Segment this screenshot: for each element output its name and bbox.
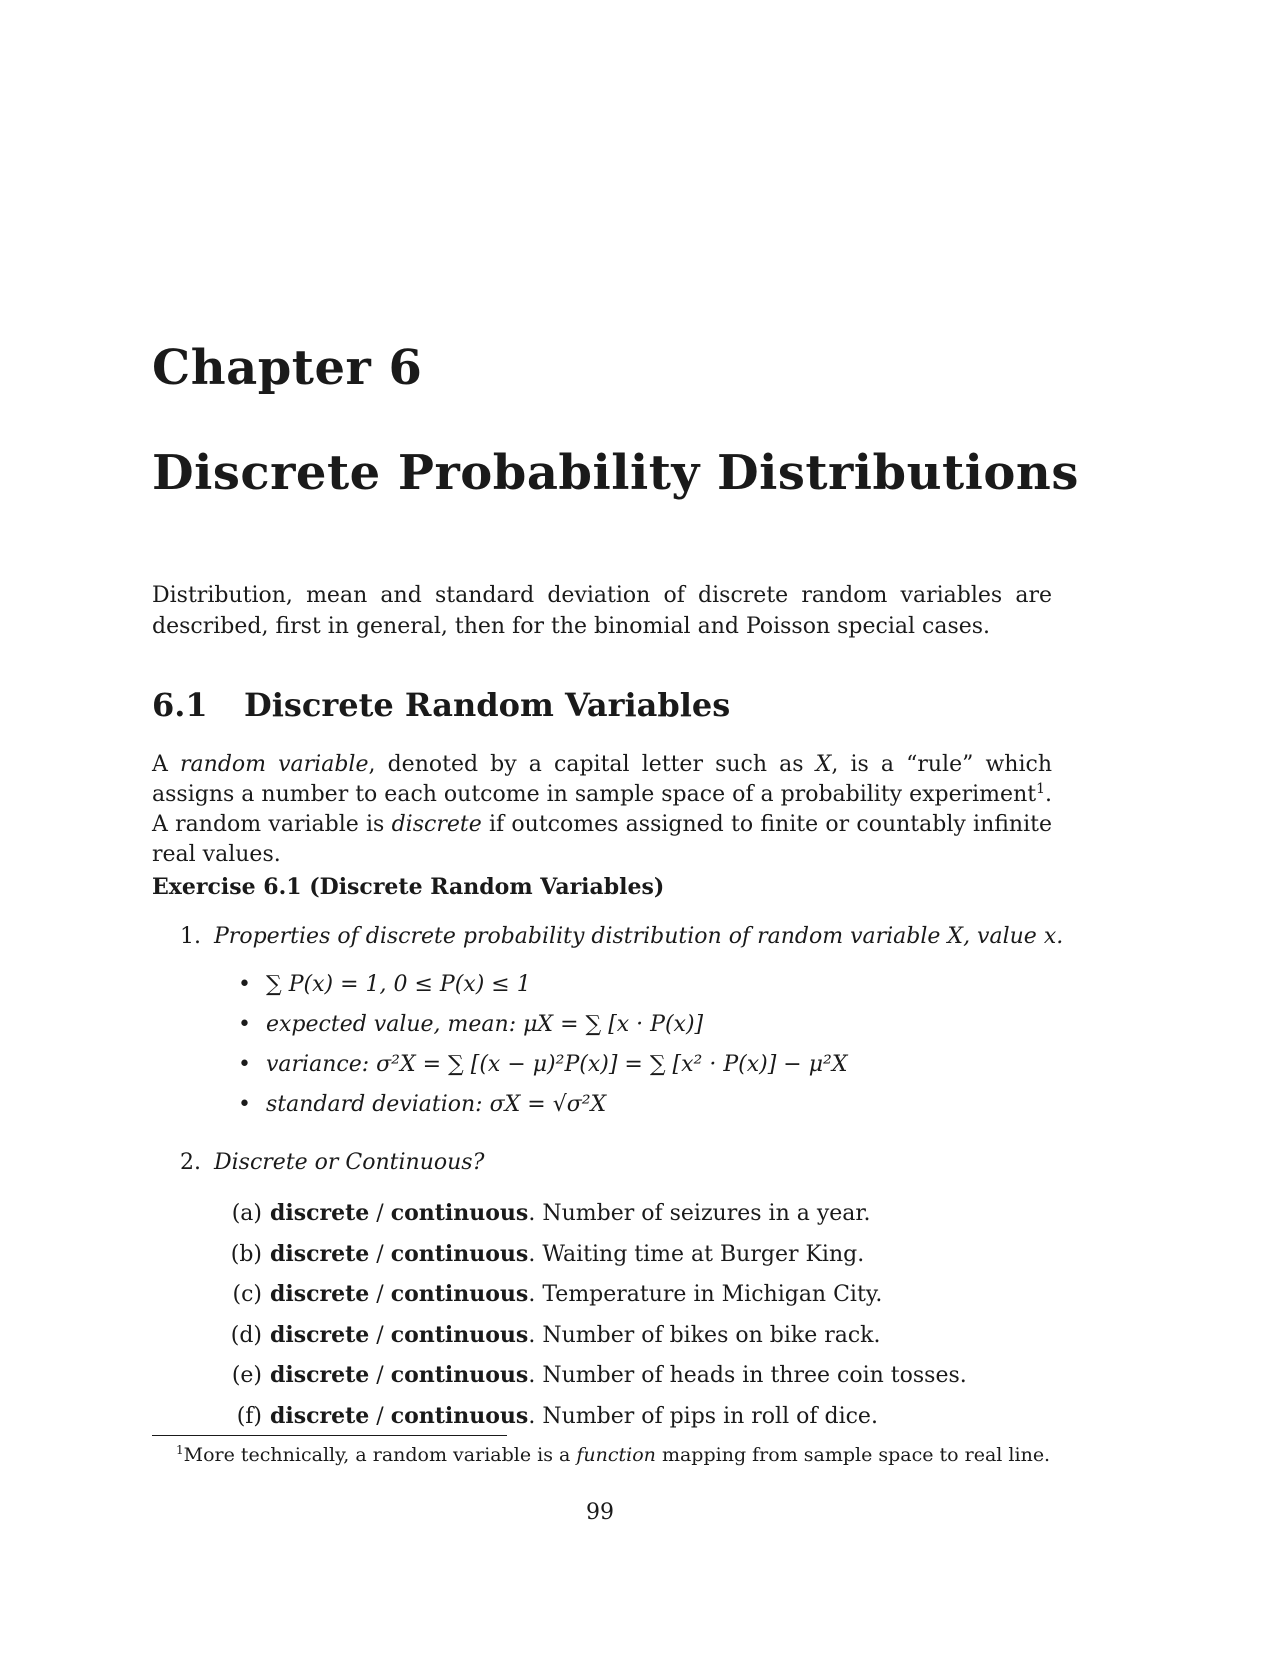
choice-discrete[interactable]: discrete — [270, 1321, 370, 1348]
bullet-icon: • — [238, 1052, 251, 1077]
list-item — [218, 1322, 967, 1363]
chapter-title: Discrete Probability Distributions — [152, 445, 1079, 501]
subitem-text: Number of seizures in a year. — [542, 1201, 871, 1226]
chapter-label: Chapter 6 — [152, 340, 423, 396]
exercise-item-1 — [180, 924, 1063, 949]
choice-separator: / — [369, 1241, 391, 1267]
subitem-label: (d) — [230, 1322, 262, 1348]
subitem-text: Number of pips in roll of dice. — [542, 1403, 878, 1429]
choice-separator: / — [369, 1363, 391, 1388]
bullet-label: variance: — [266, 1052, 377, 1077]
choice-separator: / — [369, 1322, 391, 1348]
properties-list — [238, 972, 847, 1132]
period: . — [528, 1241, 543, 1267]
item-number: 2. — [180, 1150, 201, 1175]
footnote-mark: 1 — [176, 1443, 184, 1457]
definition-paragraph — [152, 750, 1052, 870]
para-text: , denoted by a capital letter such as — [368, 752, 816, 777]
subitem-text: Number of bikes on bike rack. — [542, 1322, 881, 1348]
choice-continuous[interactable]: continuous — [390, 1362, 529, 1388]
exercise-item-2 — [180, 1150, 484, 1175]
bullet-icon: • — [238, 1092, 251, 1117]
discrete-continuous-list — [218, 1200, 967, 1443]
subitem-label: (e) — [231, 1363, 262, 1388]
list-item — [218, 1362, 967, 1403]
list-item — [238, 1092, 847, 1132]
choice-separator: / — [369, 1201, 391, 1226]
footnote-ref[interactable]: 1 — [1036, 781, 1045, 797]
item-number: 1. — [180, 924, 201, 949]
formula: ∑ P(x) = 1, 0 ≤ P(x) ≤ 1 — [266, 972, 531, 997]
exercise-heading: Exercise 6.1 (Discrete Random Variables) — [152, 874, 665, 900]
list-item — [238, 1052, 847, 1092]
list-item — [218, 1241, 967, 1282]
choice-discrete[interactable]: discrete — [270, 1281, 370, 1307]
page-number: 99 — [586, 1500, 614, 1525]
term-function: function — [576, 1444, 656, 1466]
list-item — [218, 1200, 967, 1241]
choice-separator: / — [369, 1403, 391, 1429]
footnote-divider — [152, 1435, 507, 1436]
bullet-label: expected value, mean: — [266, 1012, 524, 1037]
choice-discrete[interactable]: discrete — [270, 1200, 370, 1226]
subitem-text: Waiting time at Burger King. — [542, 1241, 865, 1267]
subitem-label: (f) — [236, 1403, 262, 1429]
term-discrete: discrete — [391, 812, 482, 837]
formula: σ²X = ∑ [(x − μ)²P(x)] = ∑ [x² · P(x)] − μ²X — [376, 1052, 848, 1077]
choice-discrete[interactable]: discrete — [270, 1362, 370, 1388]
section-number: 6.1 — [152, 686, 208, 724]
choice-discrete[interactable]: discrete — [270, 1240, 370, 1267]
var-x: X — [815, 752, 832, 777]
para-text: . A random variable is — [152, 782, 1052, 837]
choice-continuous[interactable]: continuous — [390, 1200, 529, 1226]
list-item — [238, 972, 847, 1012]
subitem-label: (c) — [232, 1282, 262, 1307]
section-title: Discrete Random Variables — [244, 686, 731, 724]
bullet-icon: • — [238, 972, 251, 997]
para-text: if outcomes assigned to finite or countably infinite real values. — [152, 812, 1052, 867]
choice-continuous[interactable]: continuous — [390, 1281, 529, 1307]
period: . — [528, 1322, 543, 1348]
subitem-text: Number of heads in three coin tosses. — [542, 1363, 967, 1388]
term-random-variable: random variable — [180, 752, 369, 777]
item-text: Discrete or Continuous? — [214, 1150, 485, 1175]
period: . — [528, 1282, 543, 1307]
section-heading — [152, 686, 730, 724]
list-item — [218, 1403, 967, 1444]
subitem-text: Temperature in Michigan City. — [542, 1282, 883, 1307]
para-text: A — [152, 752, 181, 777]
subitem-label: (b) — [230, 1241, 262, 1267]
period: . — [528, 1363, 543, 1388]
list-item — [218, 1281, 967, 1322]
footnote — [176, 1444, 1050, 1466]
choice-continuous[interactable]: continuous — [390, 1240, 529, 1267]
para-text: , is a “rule” which assigns a number to each outcome in sample space of a probability experiment — [152, 752, 1053, 807]
period: . — [528, 1403, 543, 1429]
chapter-intro: Distribution, mean and standard deviation of discrete random variables are described, first in general, then for the binomial and Poisson special cases. — [152, 583, 1052, 639]
choice-continuous[interactable]: continuous — [390, 1402, 529, 1429]
bullet-icon: • — [238, 1012, 251, 1037]
footnote-text: More technically, a random variable is a — [183, 1444, 577, 1466]
formula: μX = ∑ [x · P(x)] — [523, 1012, 704, 1037]
list-item — [238, 1012, 847, 1052]
formula: σX = √σ²X — [489, 1092, 607, 1117]
choice-continuous[interactable]: continuous — [390, 1321, 529, 1348]
bullet-label: standard deviation: — [266, 1092, 490, 1117]
item-text: Properties of discrete probability distribution of random variable X, value x. — [214, 924, 1064, 949]
footnote-text: mapping from sample space to real line. — [655, 1444, 1051, 1466]
choice-separator: / — [369, 1282, 391, 1307]
period: . — [528, 1201, 543, 1226]
choice-discrete[interactable]: discrete — [270, 1402, 370, 1429]
subitem-label: (a) — [231, 1201, 262, 1226]
